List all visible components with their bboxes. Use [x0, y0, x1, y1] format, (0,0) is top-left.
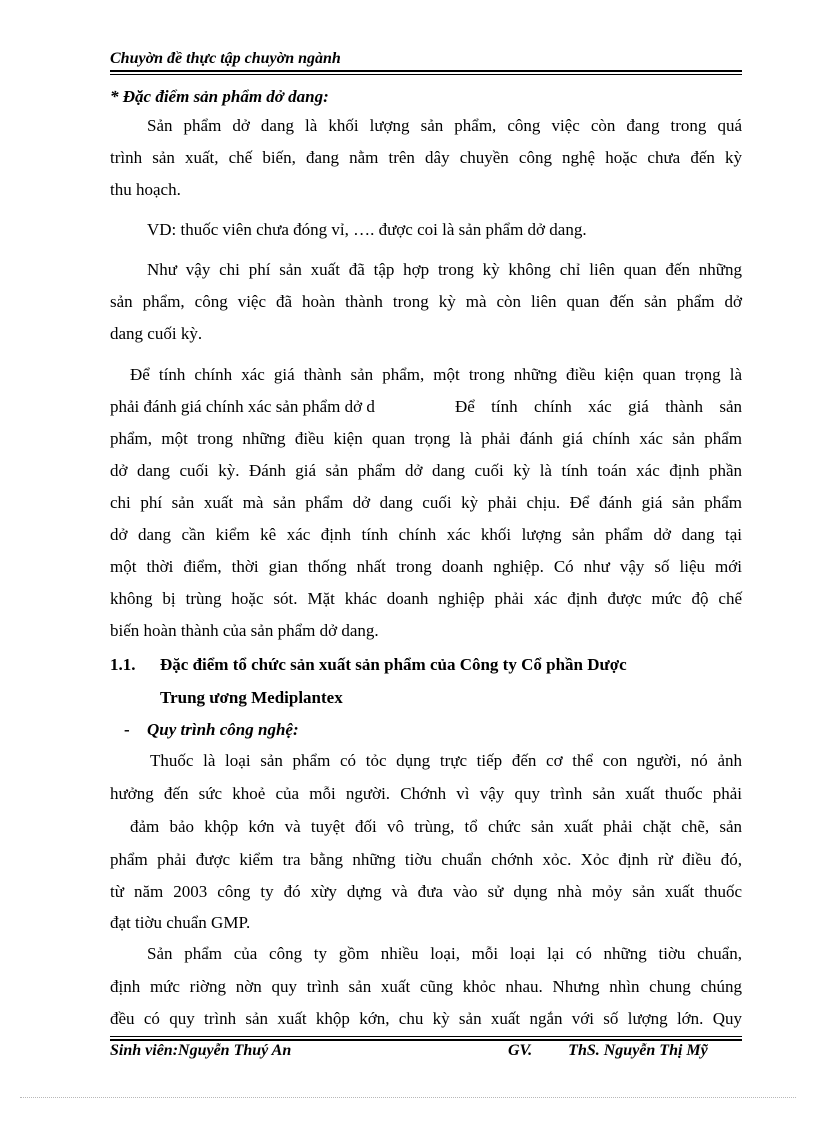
- bullet-dash: -: [124, 720, 130, 739]
- p1-line-2: trình sản xuất, chế biến, đang nằm trên dây chuyền công nghệ hoặc chưa đến kỳ: [110, 148, 742, 167]
- section-title-line-2: Trung ương Mediplantex: [160, 688, 343, 707]
- p1-line-3: thu hoạch.: [110, 180, 181, 199]
- p4-line-7: một thời điểm, thời gian thống nhất trong doanh nghiệp. Có như vậy số liệu mới: [110, 557, 742, 576]
- footer-teacher: [508, 1042, 708, 1060]
- p5-line-1: Thuốc là loại sản phẩm có tỏc dụng trực tiếp đến cơ thể con người, nó ảnh: [150, 751, 742, 770]
- footer-teacher-name: ThS. Nguyễn Thị Mỹ: [568, 1042, 708, 1059]
- p6-line-1: Sản phẩm của công ty gồm nhiều loại, mỗi loại lại có những tiờu chuẩn,: [147, 944, 742, 963]
- p6-line-3: đều có quy trình sản xuất khộp kớn, chu kỳ sản xuất ngắn với số lượng lớn. Quy: [110, 1009, 742, 1028]
- section-number: 1.1.: [110, 655, 136, 674]
- p3-line-1: Như vậy chi phí sản xuất đã tập hợp trong kỳ không chỉ liên quan đến những: [147, 260, 742, 279]
- p4-line-9: biến hoàn thành của sản phẩm dở dang.: [110, 621, 379, 640]
- footer-rule-thin: [110, 1036, 742, 1037]
- page-bottom-edge: [20, 1097, 796, 1098]
- header-rule-thick: [110, 70, 742, 72]
- p4-line-5: chi phí sản xuất mà sản phẩm dở dang cuối kỳ phải chịu. Để đánh giá sản phẩm: [110, 493, 742, 512]
- footer-student: Sinh viên:Nguyễn Thuý An: [110, 1042, 292, 1059]
- p5-line-5: từ năm 2003 công ty đó xừy dựng và đưa vào sử dụng nhà mỏy sản xuất thuốc: [110, 882, 742, 901]
- section-title-line-1: Đặc điểm tổ chức sản xuất sản phẩm của Công ty Cổ phần Dược: [160, 655, 627, 674]
- header-rule-thin: [110, 74, 742, 75]
- p4-line-2b: Để tính chính xác giá thành sản: [455, 397, 742, 416]
- p4-line-2a: phải đánh giá chính xác sản phẩm dở d: [110, 397, 375, 416]
- p2-line: VD: thuốc viên chưa đóng vỉ, …. được coi là sản phẩm dở dang.: [147, 220, 587, 239]
- p4-line-6: dở dang cần kiểm kê xác định tính chính xác khối lượng sản phẩm dở dang tại: [110, 525, 742, 544]
- running-header-title: Chuyờn đề thực tập chuyờn ngành: [110, 50, 341, 67]
- p5-line-3: đảm bảo khộp kớn và tuyệt đối vô trùng, tổ chức sản xuất phải chặt chẽ, sản: [130, 817, 742, 836]
- p4-line-3: phẩm, một trong những điều kiện quan trọng là phải đánh giá chính xác sản phẩm: [110, 429, 742, 448]
- footer-rule-thick: [110, 1039, 742, 1041]
- p4-line-1: Để tính chính xác giá thành sản phẩm, một trong những điều kiện quan trọng là: [130, 365, 742, 384]
- p5-line-6: đạt tiờu chuẩn GMP.: [110, 913, 251, 932]
- p5-line-2: hưởng đến sức khoẻ của mỗi người. Chớnh vì vậy quy trình sản xuất thuốc phải: [110, 784, 742, 803]
- p3-line-3: dang cuối kỳ.: [110, 324, 203, 343]
- heading-wip: * Đặc điểm sản phẩm dở dang:: [110, 87, 329, 106]
- p6-line-2: định mức riờng nờn quy trình sản xuất cũng khỏc nhau. Nhưng nhìn chung chúng: [110, 977, 742, 996]
- p4-line-4: dở dang cuối kỳ. Đánh giá sản phẩm dở dang cuối kỳ là tính toán xác định phần: [110, 461, 742, 480]
- p1-line-1: Sản phẩm dở dang là khối lượng sản phẩm, công việc còn đang trong quá: [147, 116, 742, 135]
- p4-line-8: không bị trùng hoặc sót. Mặt khác doanh nghiệp phải xác định được mức độ chế: [110, 589, 742, 608]
- p3-line-2: sản phẩm, công việc đã hoàn thành trong kỳ mà còn liên quan đến sản phẩm dở: [110, 292, 742, 311]
- footer-teacher-prefix: GV.: [508, 1042, 533, 1059]
- bullet-heading: Quy trình công nghệ:: [147, 720, 299, 739]
- p5-line-4: phẩm phải được kiểm tra bằng những tiờu chuẩn chớnh xỏc. Xỏc định rừ điều đó,: [110, 850, 742, 869]
